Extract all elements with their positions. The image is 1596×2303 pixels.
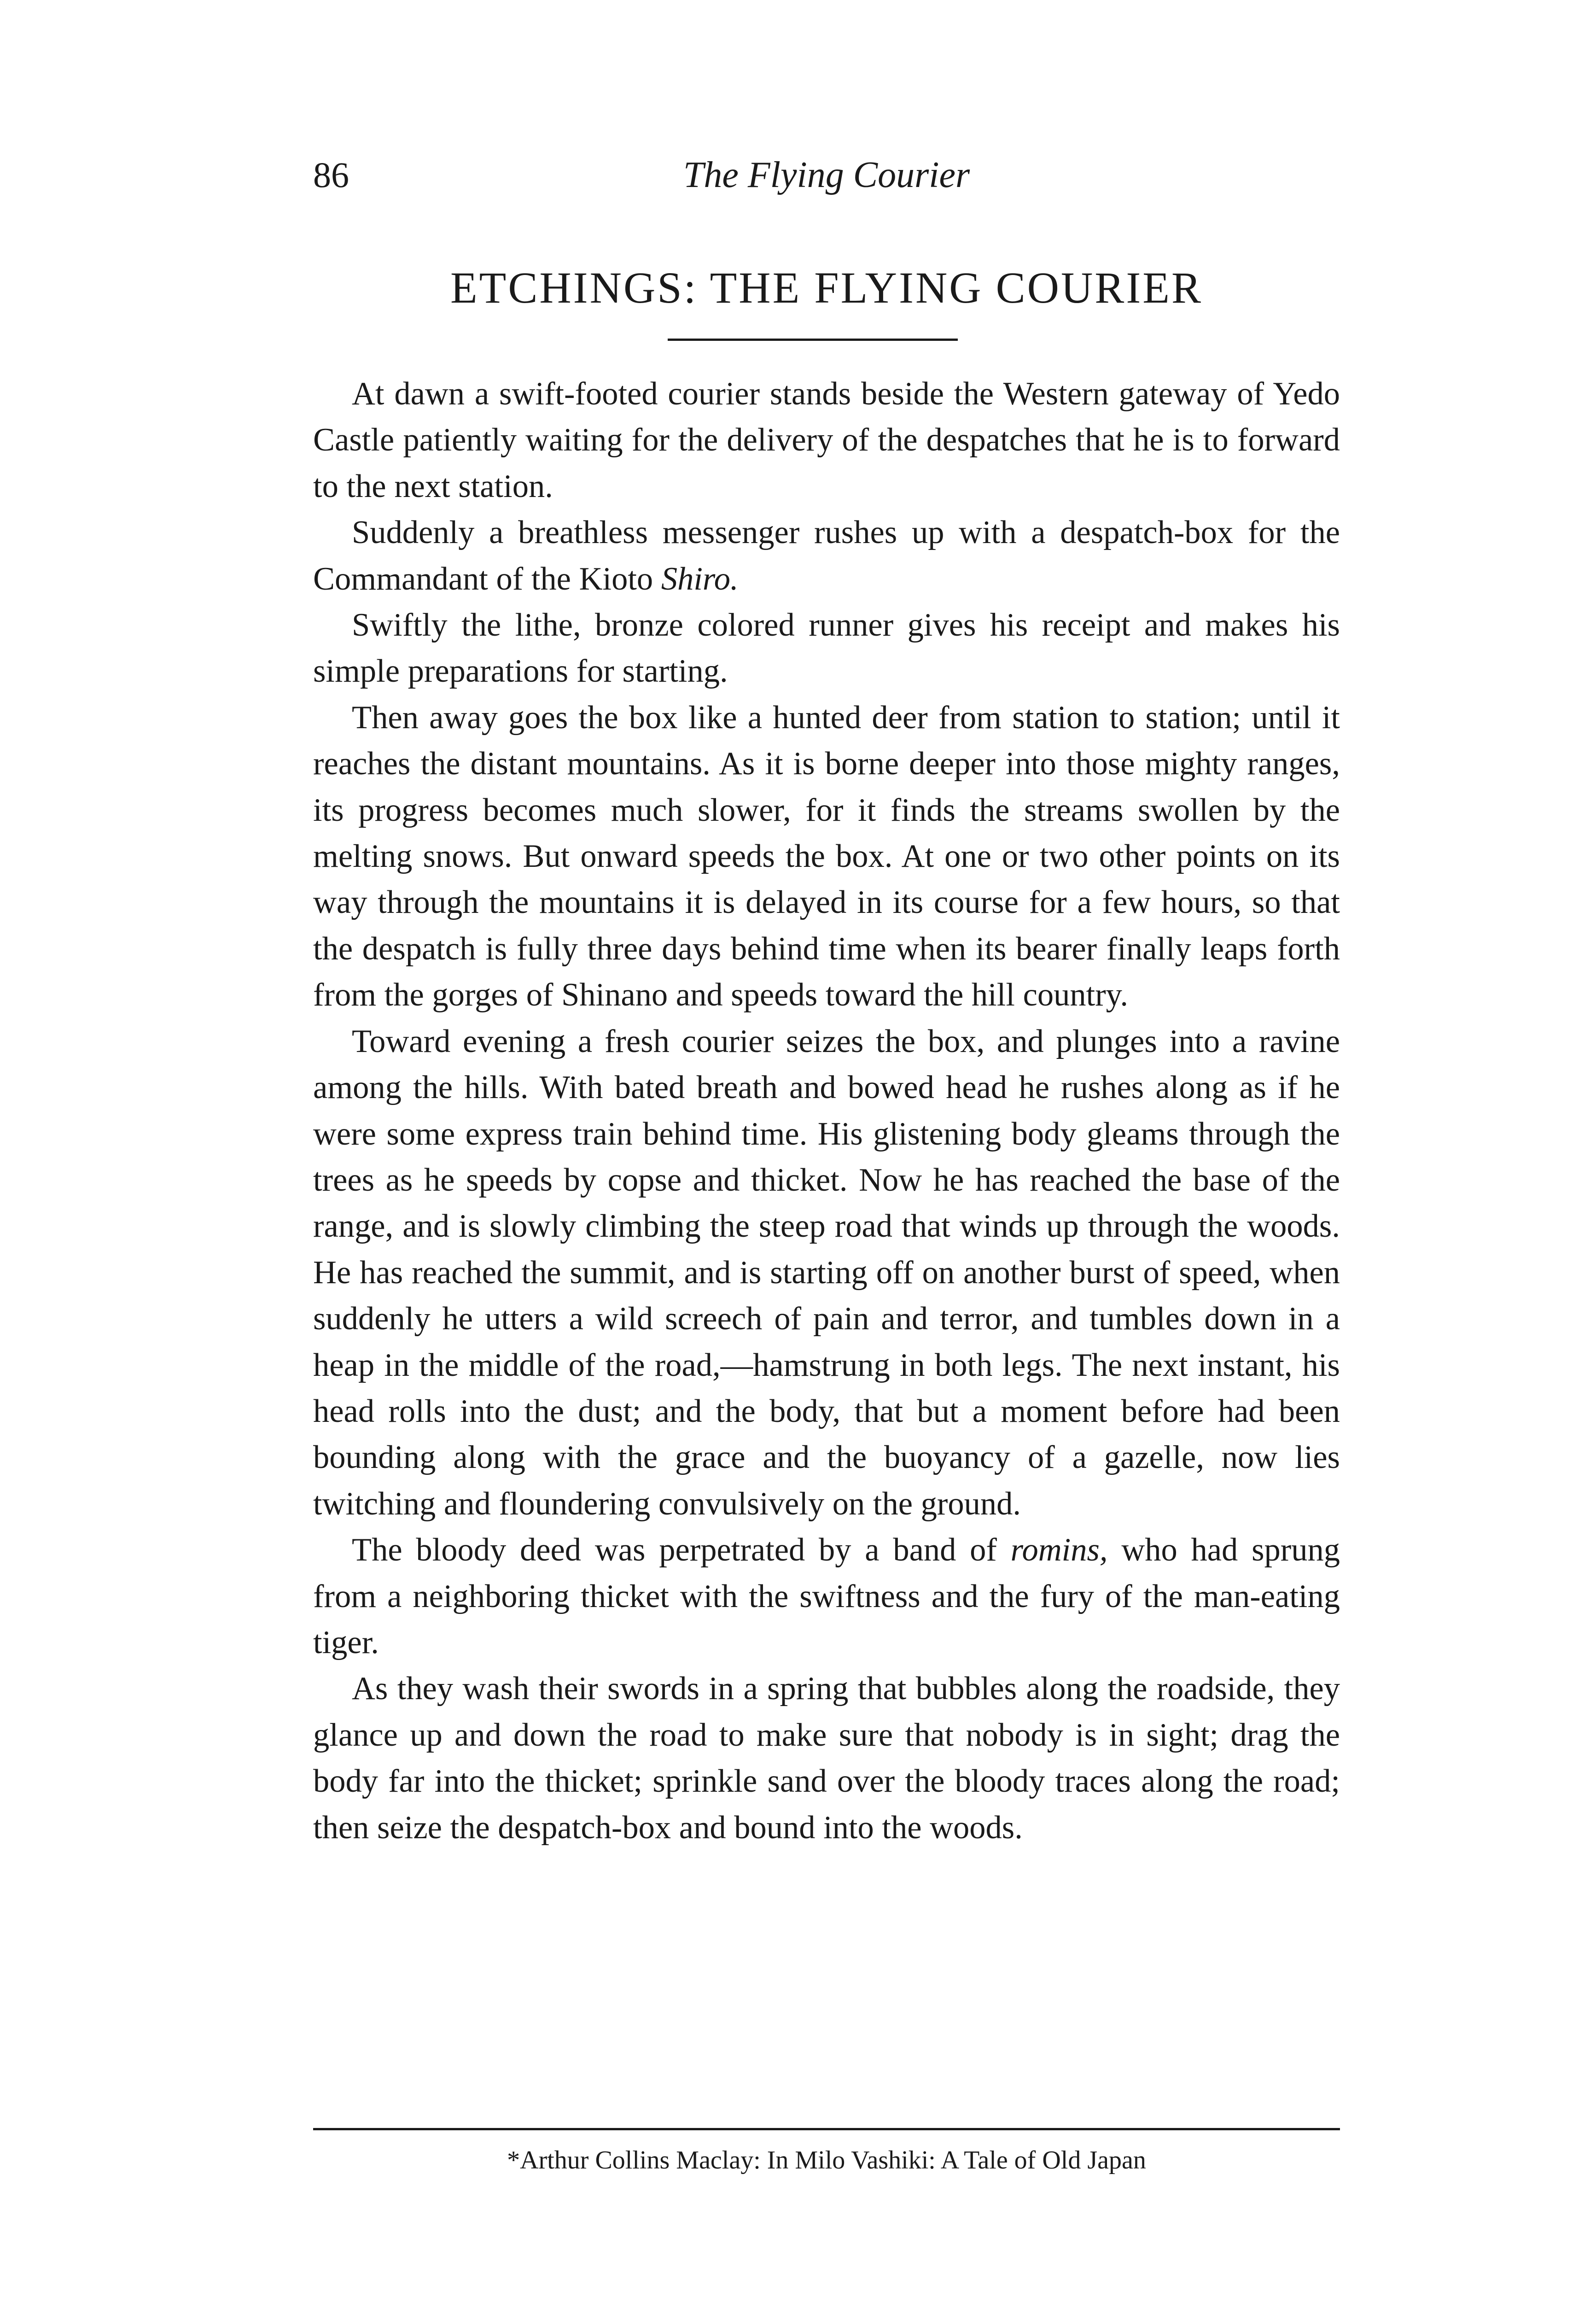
- chapter-title: ETCHINGS: THE FLYING COURIER: [450, 263, 1203, 312]
- body-paragraph: [313, 1527, 1340, 1666]
- text-run: Then away goes the box like a hunted deer from station to station; until it reaches the distant mountains. As it is borne deeper into those mighty ranges, its progress becomes much slower, for it finds the streams swollen by the melting snows. But onward speeds the box. At one or two other points on its way through the mountains it is delayed in its course for a few hours, so that the despatch is fully three days behind time when its bearer finally leaps forth from the gorges of Shinano and speeds toward the hill country.: [313, 699, 1340, 1013]
- text-run: The bloody deed was perpetrated by a band of: [352, 1532, 1011, 1568]
- text-run: As they wash their swords in a spring that bubbles along the roadside, they glance up and down the road to make sure that nobody is in sight; drag the body far into the thicket; sprinkle sand over the bloody traces along the road; then seize the despatch-box and bound into the woods.: [313, 1671, 1340, 1846]
- text-run: Suddenly a breathless messenger rushes up with a despatch-box for the Commandant of the Kioto: [313, 514, 1340, 597]
- body-paragraph: [313, 695, 1340, 1018]
- body-paragraph: [313, 1018, 1340, 1527]
- italic-run: romins,: [1010, 1532, 1108, 1568]
- page-header: [313, 147, 1340, 203]
- body-paragraph: [313, 371, 1340, 509]
- running-head: The Flying Courier: [683, 155, 970, 195]
- text-run: Toward evening a fresh courier seizes the box, and plunges into a ravine among the hills. With bated breath and bowed head he rushes along as if he were some express train behind time. His glistening body gleams through the trees as he speeds by copse and thicket. Now he has reached the base of the range, and is slowly climbing the steep road that winds up through the woods. He has reached the summit, and is starting off on another burst of speed, when suddenly he utters a wild screech of pain and terror, and tumbles down in a heap in the middle of the road,—hamstrung in both legs. The next instant, his head rolls into the dust; and the body, that but a moment before had been bounding along with the grace and the buoyancy of a gazelle, now lies twitching and floundering convulsively on the ground.: [313, 1023, 1340, 1522]
- footnote: *Arthur Collins Maclay: In Milo Vashiki: A Tale of Old Japan: [507, 2146, 1146, 2174]
- body-paragraph: [313, 1666, 1340, 1851]
- body-text: [313, 371, 1340, 1851]
- page-number: 86: [313, 155, 349, 195]
- text-run: Swiftly the lithe, bronze colored runner gives his receipt and makes his simple preparations for starting.: [313, 607, 1340, 690]
- footnote-divider: [313, 2128, 1340, 2130]
- text-run: At dawn a swift-footed courier stands beside the Western gateway of Yedo Castle patiently waiting for the delivery of the despatches that he is to forward to the next station.: [313, 376, 1340, 504]
- italic-run: Shiro.: [661, 561, 739, 597]
- text-run: who had sprung from a neighboring thicket with the swiftness and the fury of the man-eating tiger.: [313, 1532, 1340, 1660]
- title-divider: [668, 339, 958, 341]
- body-paragraph: [313, 509, 1340, 602]
- body-paragraph: [313, 602, 1340, 695]
